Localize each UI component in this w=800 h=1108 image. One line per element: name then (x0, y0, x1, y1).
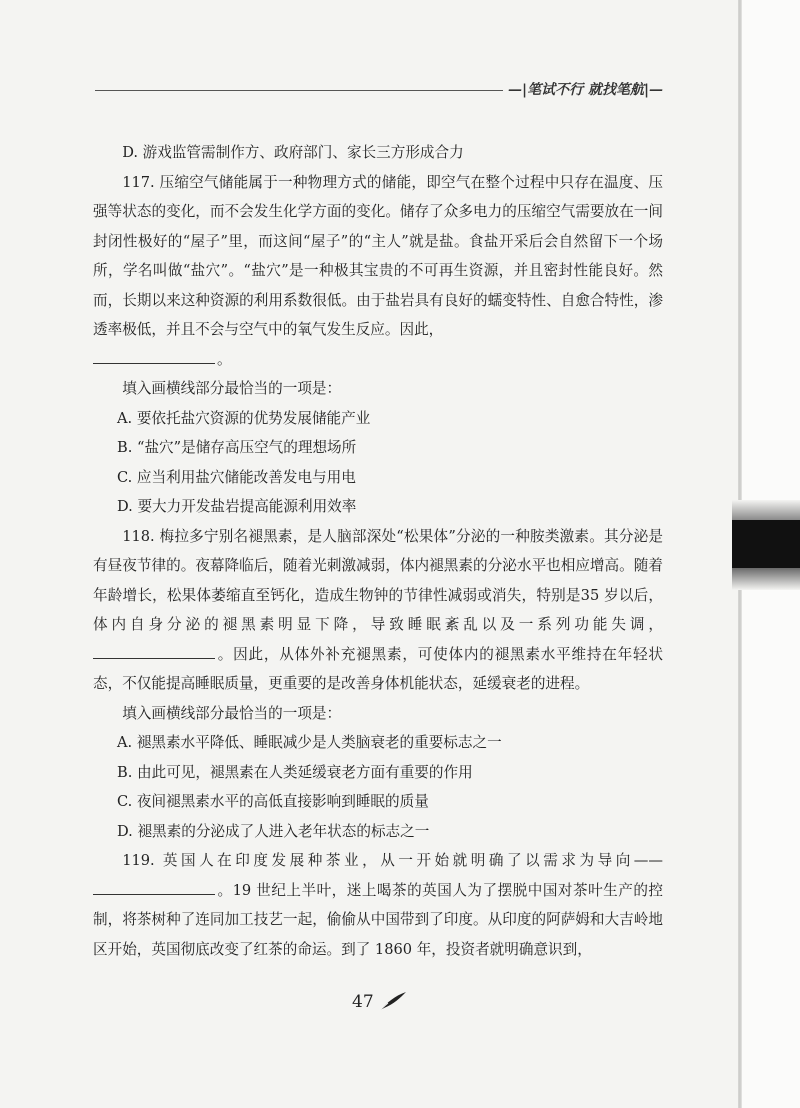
q118-option-b: B. 由此可见，褪黑素在人类延缓衰老方面有重要的作用 (117, 763, 473, 781)
fill-blank (93, 349, 215, 364)
side-tab-shadow-top (732, 500, 800, 520)
q118-stem-b: 。因此，从体外补充褪黑素，可使体内的褪黑素水平维持在年轻状态，不仅能提高睡眠质量，更重要的是改善身体机能状态，延缓衰老的进程。 (93, 645, 663, 692)
q118-option-c: C. 夜间褪黑素水平的高低直接影响到睡眠的质量 (117, 793, 429, 810)
quill-pen-icon (378, 990, 408, 1012)
q118-stem (93, 522, 663, 699)
side-tab-shadow-bottom (732, 568, 800, 590)
q117-option-b: B. “盐穴”是储存高压空气的理想场所 (117, 439, 357, 456)
q119-stem-a: 119. 英国人在印度发展种茶业，从一开始就明确了以需求为导向—— (122, 852, 663, 869)
header-slogan: —|笔试不行 就找笔航|— (508, 82, 664, 98)
q116-option-d: D. 游戏监管需制作方、政府部门、家长三方形成合力 (122, 144, 464, 161)
section-thumb-tab (732, 520, 800, 568)
q119-stem-b: 。19 世纪上半叶，迷上喝茶的英国人为了摆脱中国对茶叶生产的控制，将茶树种了连同加工技艺一起，偷偷从中国带到了印度。从印度的阿萨姆和大吉岭地区开始，英国彻底改变了红茶的命运。到了 1860 年，投资者就明确意识到， (93, 881, 663, 958)
q117-option-d: D. 要大力开发盐岩提高能源利用效率 (117, 498, 357, 515)
page-number: 47 (352, 992, 374, 1012)
q117-option-a: A. 要依托盐穴资源的优势发展储能产业 (117, 409, 371, 427)
q118-stem-a: 118. 梅拉多宁别名褪黑素，是人脑部深处“松果体”分泌的一种胺类激素。其分泌是有昼夜节律的。夜幕降临后，随着光刺激减弱，体内褪黑素的分泌水平也相应增高。随着年龄增长，松果体萎缩直至钙化，造成生物钟的节律性减弱或消失，特别是35 岁以后，体内自身分泌的褪黑素明显下降，导致睡眠紊乱以及一系列功能失调， (93, 527, 663, 633)
q119-stem (93, 846, 663, 964)
q117-blank-line (93, 345, 663, 375)
q117-stem (93, 168, 663, 345)
fill-blank (93, 880, 215, 895)
fill-blank (93, 644, 215, 659)
q117-option-c: C. 应当利用盐穴储能改善发电与用电 (117, 468, 356, 486)
q118-option-d: D. 褪黑素的分泌成了人进入老年状态的标志之一 (117, 822, 430, 840)
q117-stem-text: 117. 压缩空气储能属于一种物理方式的储能，即空气在整个过程中只存在温度、压强等状态的变化，而不会发生化学方面的变化。储存了众多电力的压缩空气需要放在一间封闭性极好的“屋子”里，而这间“屋子”的“主人”就是盐。食盐开采后会自然留下一个场所，学名叫做“盐穴”。“盐穴”是一种极其宝贵的不可再生资源，并且密封性能良好。然而，长期以来这种资源的利用系数很低。由于盐岩具有良好的蠕变特性、自愈合特性，渗透率极低，并且不会与空气中的氧气发生反应。因此， (93, 173, 663, 338)
page-body (93, 138, 663, 964)
header-rule (95, 90, 503, 91)
q118-option-a: A. 褪黑素水平降低、睡眠减少是人类脑衰老的重要标志之一 (117, 734, 502, 751)
q117-prompt: 填入画横线部分最恰当的一项是： (122, 380, 342, 397)
q117-blank-end: 。 (217, 350, 232, 368)
q118-prompt: 填入画横线部分最恰当的一项是： (122, 704, 342, 722)
